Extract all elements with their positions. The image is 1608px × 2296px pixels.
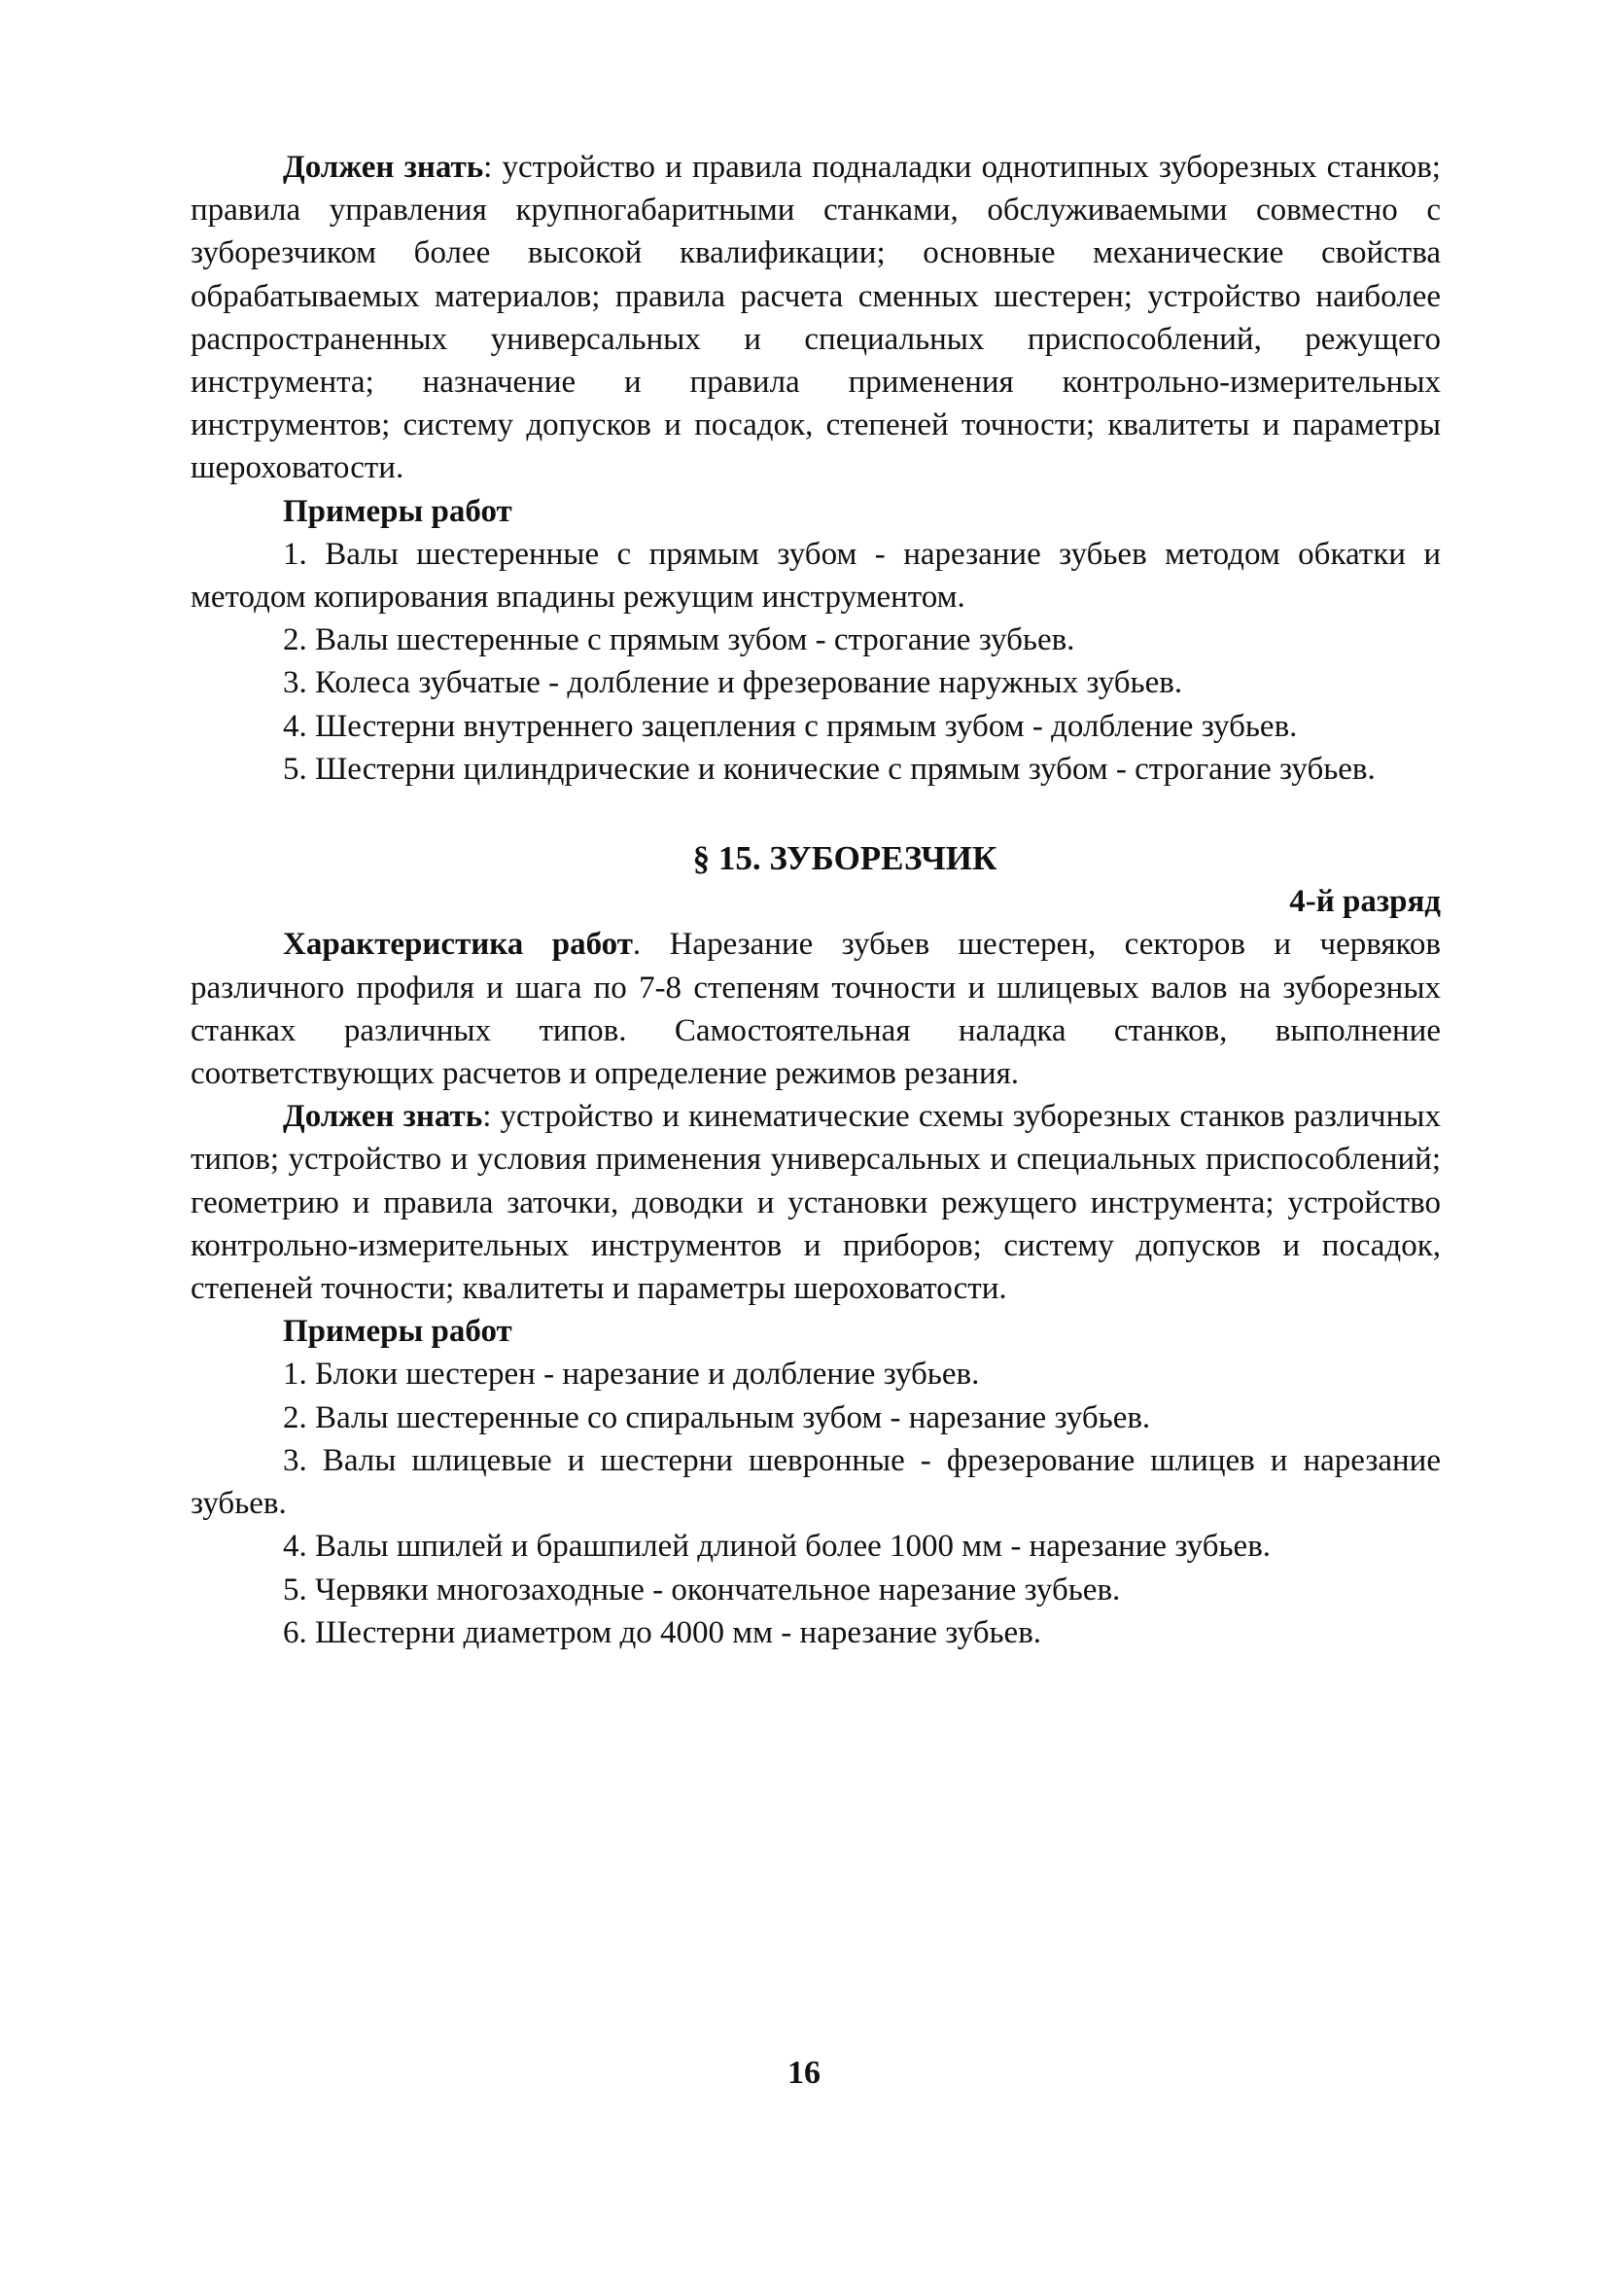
must-know-text-2: : устройство и кинематические схемы зуборезных станков различных типов; устройство и условия применения универсальных и специальных приспособлений; геометрию и правила заточки, доводки и установки режущего инструмента; устройство контрольно-измерительных инструментов и приборов; систему допусков и посадок, степеней точности; квалитеты и параметры шероховатости.: [191, 1099, 1441, 1307]
must-know-text-1: : устройство и правила подналадки однотипных зуборезных станков; правила управления крупногабаритными станками, обслуживаемыми совместно с зуборезчиком более высокой квалификации; основные механические свойства обрабатываемых материалов; правила расчета сменных шестерен; устройство наиболее распространенных универсальных и специальных приспособлений, режущего инструмента; назначение и правила применения контрольно-измерительных инструментов; систему допусков и посадок, степеней точности; квалитеты и параметры шероховатости.: [191, 150, 1441, 486]
examples-heading-2: Примеры работ: [283, 1314, 512, 1350]
section-title: § 15. ЗУБОРЕЗЧИК: [692, 839, 997, 878]
example-item: 5. Шестерни цилиндрические и конические с прямым зубом - строгание зубьев.: [283, 751, 1376, 787]
document-page: [191, 146, 1441, 1654]
example-item: 1. Валы шестеренные с прямым зубом - нарезание зубьев методом обкатки и методом копирования впадины режущим инструментом.: [191, 536, 1441, 616]
example-item: 3. Валы шлицевые и шестерни шевронные - фрезерование шлицев и нарезание зубьев.: [191, 1442, 1441, 1522]
grade-label: 4-й разряд: [1289, 884, 1441, 920]
example-item: 4. Валы шпилей и брашпилей длиной более 1000 мм - нарезание зубьев.: [283, 1529, 1272, 1565]
example-item: 4. Шестерни внутреннего зацепления с прямым зубом - долбление зубьев.: [283, 708, 1298, 744]
must-know-paragraph-2: [191, 1095, 1441, 1310]
page-number: 16: [787, 2055, 821, 2091]
example-item: 5. Червяки многозаходные - окончательное нарезание зубьев.: [283, 1572, 1121, 1607]
must-know-paragraph-1: [191, 146, 1441, 490]
example-item: 1. Блоки шестерен - нарезание и долбление зубьев.: [283, 1357, 980, 1393]
examples-heading-1: Примеры работ: [283, 493, 512, 529]
example-item: 3. Колеса зубчатые - долбление и фрезерование наружных зубьев.: [283, 665, 1183, 701]
characteristics-text: . Нарезание зубьев шестерен, секторов и червяков различного профиля и шага по 7-8 степеням точности и шлицевых валов на зуборезных станках различных типов. Самостоятельная наладка станков, выполнение соответствующих расчетов и определение режимов резания.: [191, 927, 1441, 1092]
example-item: 2. Валы шестеренные с прямым зубом - строгание зубьев.: [283, 622, 1075, 658]
example-item: 2. Валы шестеренные со спиральным зубом - нарезание зубьев.: [283, 1399, 1151, 1435]
characteristics-term: Характеристика работ: [283, 927, 633, 963]
must-know-term-1: Должен знать: [283, 150, 484, 185]
must-know-term-2: Должен знать: [283, 1099, 483, 1135]
characteristics-paragraph: [191, 923, 1441, 1095]
example-item: 6. Шестерни диаметром до 4000 мм - нарезание зубьев.: [283, 1614, 1042, 1650]
